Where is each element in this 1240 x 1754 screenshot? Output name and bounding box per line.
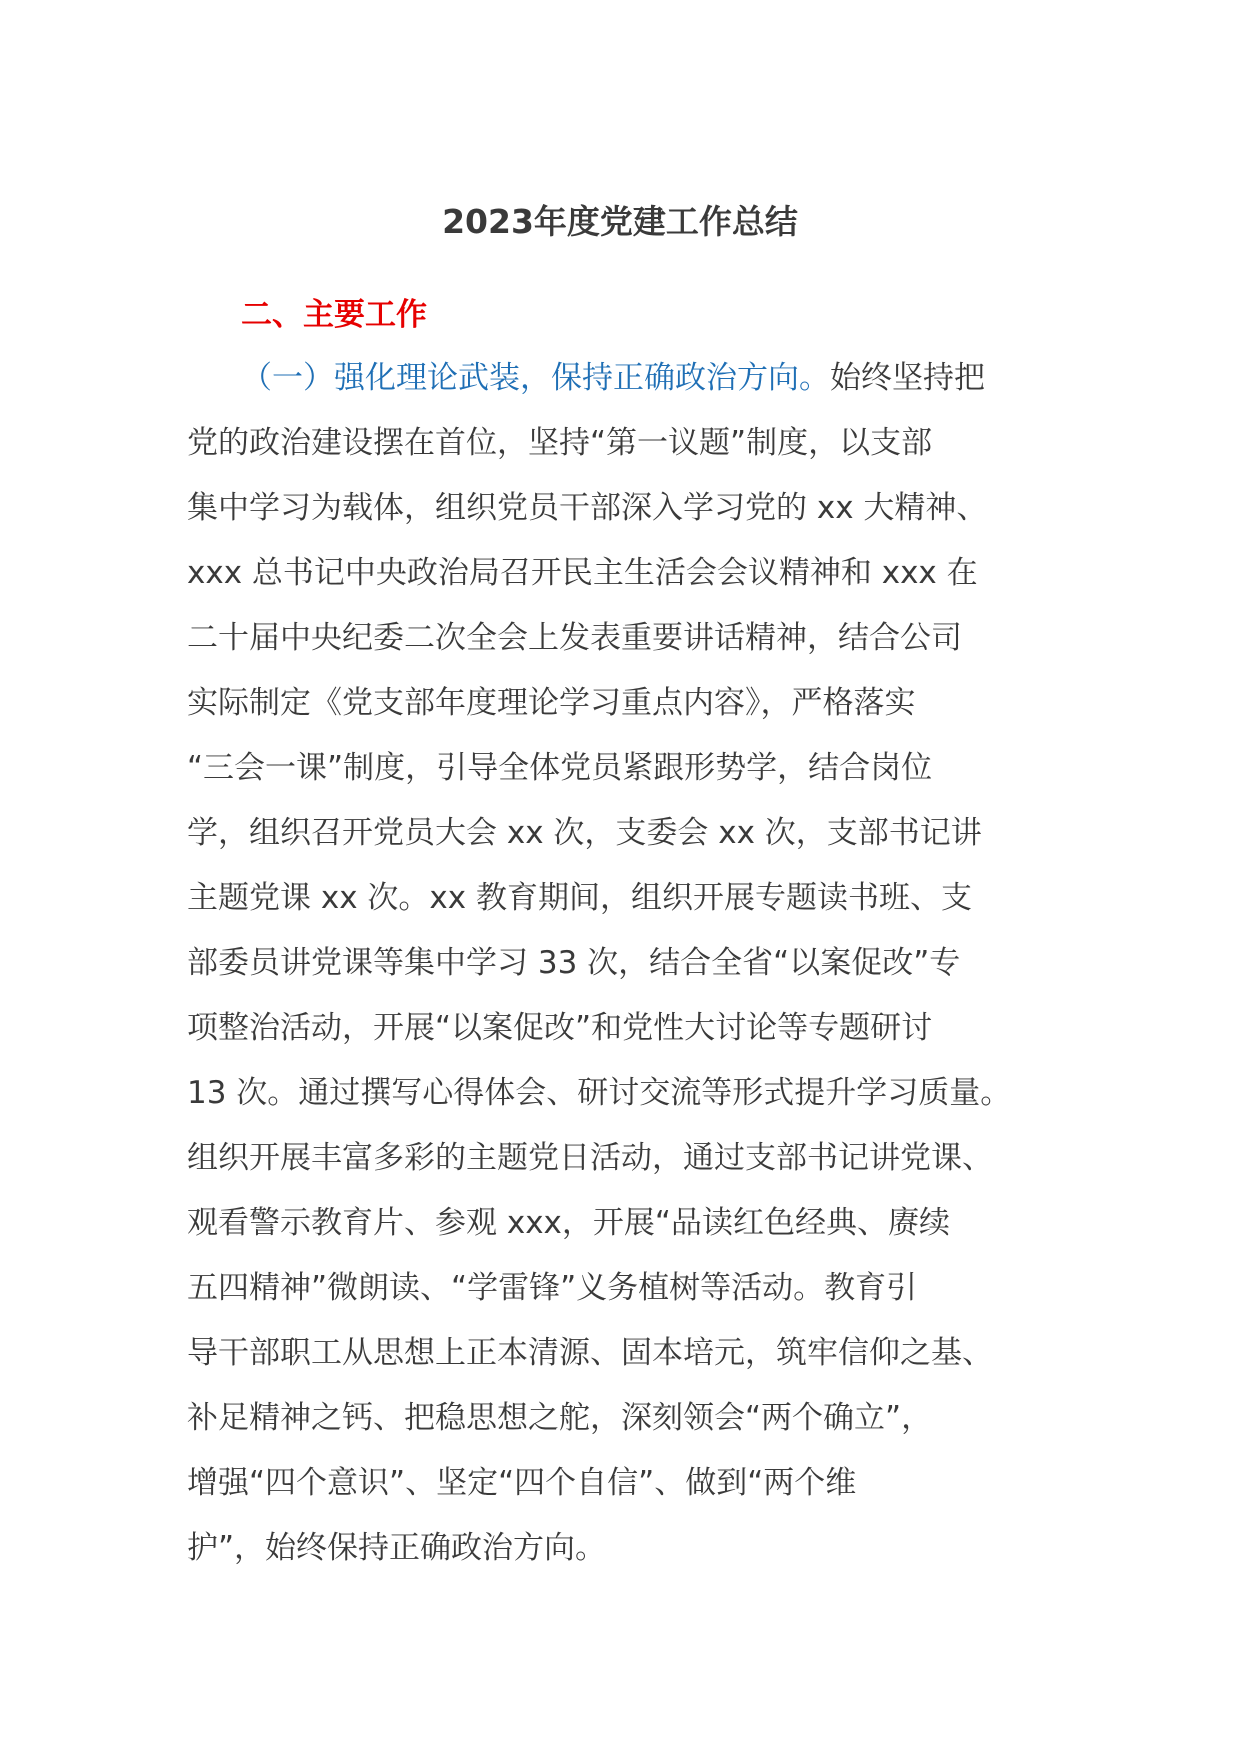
body-paragraph (187, 354, 1067, 1589)
paragraph-line: xxx 总书记中央政治局召开民主生活会会议精神和 xxx 在 (187, 555, 978, 591)
document-title: 2023年度党建工作总结 (442, 202, 798, 241)
paragraph-line: 组织开展丰富多彩的主题党日活动，通过支部书记讲党课、 (187, 1140, 993, 1176)
paragraph-line: 项整治活动，开展“以案促改”和党性大讨论等专题研讨 (187, 1010, 933, 1046)
paragraph-line: 护”，始终保持正确政治方向。 (187, 1530, 607, 1566)
paragraph-line: 学，组织召开党员大会 xx 次，支委会 xx 次，支部书记讲 (187, 815, 982, 851)
paragraph-line-text: 始终坚持把 (830, 360, 985, 396)
paragraph-line: “三会一课”制度，引导全体党员紧跟形势学，结合岗位 (187, 750, 933, 786)
subheading: （一）强化理论武装，保持正确政治方向。 (241, 360, 830, 396)
section-heading: 二、主要工作 (241, 297, 427, 333)
paragraph-line: 集中学习为载体，组织党员干部深入学习党的 xx 大精神、 (187, 490, 988, 526)
paragraph-line (187, 354, 1067, 419)
paragraph-line: 主题党课 xx 次。xx 教育期间，组织开展专题读书班、支 (187, 880, 972, 916)
paragraph-line: 部委员讲党课等集中学习 33 次，结合全省“以案促改”专 (187, 945, 961, 981)
paragraph-line: 党的政治建设摆在首位，坚持“第一议题”制度，以支部 (187, 425, 933, 461)
paragraph-line: 导干部职工从思想上正本清源、固本培元，筑牢信仰之基、 (187, 1335, 993, 1371)
paragraph-line: 增强“四个意识”、坚定“四个自信”、做到“两个维 (187, 1465, 857, 1501)
paragraph-line: 观看警示教育片、参观 xxx，开展“品读红色经典、赓续 (187, 1205, 950, 1241)
paragraph-line: 实际制定《党支部年度理论学习重点内容》，严格落实 (187, 685, 916, 721)
paragraph-line: 五四精神”微朗读、“学雷锋”义务植树等活动。教育引 (187, 1270, 918, 1306)
paragraph-line: 二十届中央纪委二次全会上发表重要讲话精神，结合公司 (187, 620, 962, 656)
paragraph-line: 补足精神之钙、把稳思想之舵，深刻领会“两个确立”， (187, 1400, 933, 1436)
paragraph-line: 13 次。通过撰写心得体会、研讨交流等形式提升学习质量。 (187, 1075, 1012, 1111)
